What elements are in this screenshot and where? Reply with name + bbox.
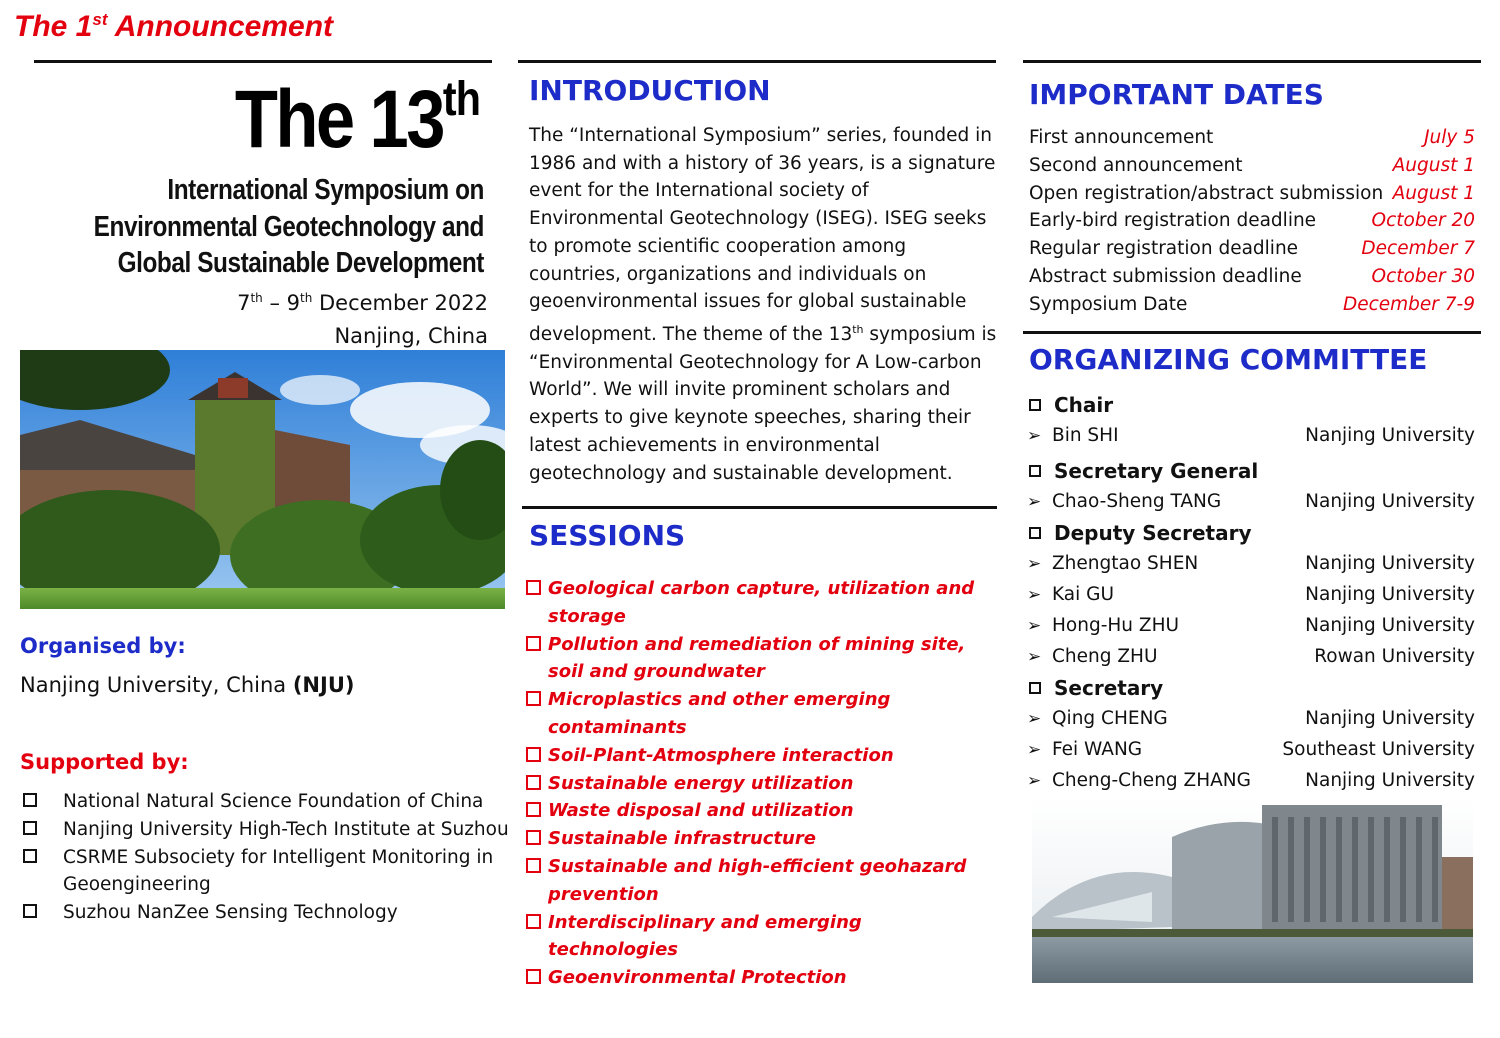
sessions-rule [522,506,997,509]
date-row: Second announcement August 1 [1029,154,1475,176]
checkbox-bullet-icon [1029,399,1041,411]
organised-by-heading: Organised by: [20,634,186,658]
committee-member: ➢ Cheng ZHU Rowan University [1027,646,1475,667]
arrow-bullet-icon: ➢ [1027,646,1042,667]
announcement-title: The 1st Announcement [14,10,334,43]
arrow-bullet-icon: ➢ [1027,584,1042,605]
date-row: Regular registration deadline December 7 [1029,238,1475,260]
committee-group-chair: Chair [1027,389,1475,420]
committee-rule [1023,331,1481,334]
arrow-bullet-icon: ➢ [1027,615,1042,636]
supporter-list [20,788,510,927]
committee-member: ➢ Kai GU Nanjing University [1027,584,1475,605]
modern-building-photo [1032,797,1473,983]
checkbox-bullet-icon [526,636,541,651]
session-item: Microplastics and other emerging contaminants [524,686,994,742]
session-item: Geological carbon capture, utilization and storage [524,575,994,631]
checkbox-bullet-icon [526,747,541,762]
session-item: Sustainable and high-efficient geohazard prevention [524,853,994,909]
session-item: Geoenvironmental Protection [524,964,994,992]
checkbox-bullet-icon [526,914,541,929]
organizing-committee-heading: ORGANIZING COMMITTEE [1029,343,1428,376]
committee-member: ➢ Chao-Sheng TANG Nanjing University [1027,491,1475,512]
column1-top-rule [34,60,492,63]
committee-list [1027,389,1475,796]
list-item: CSRME Subsociety for Intelligent Monitoring in Geoengineering [20,844,510,900]
arrow-bullet-icon: ➢ [1027,553,1042,574]
committee-member: ➢ Zhengtao SHEN Nanjing University [1027,553,1475,574]
date-row: Early-bird registration deadline October 20 [1029,210,1475,232]
checkbox-bullet-icon [23,849,37,863]
date-row: Abstract submission deadline October 30 [1029,265,1475,287]
committee-member: ➢ Cheng-Cheng ZHANG Nanjing University [1027,770,1475,791]
event-dates: 7th – 9th December 2022 [237,291,488,315]
checkbox-bullet-icon [526,580,541,595]
committee-member: ➢ Fei WANG Southeast University [1027,739,1475,760]
checkbox-bullet-icon [526,802,541,817]
committee-member: ➢ Qing CHENG Nanjing University [1027,708,1475,729]
session-item: Pollution and remediation of mining site, soil and groundwater [524,631,994,687]
committee-group-secretary: Secretary [1027,672,1475,703]
sessions-heading: SESSIONS [529,519,686,552]
session-item: Interdisciplinary and emerging technologies [524,909,994,965]
checkbox-bullet-icon [1029,682,1041,694]
date-row: First announcement July 5 [1029,127,1475,148]
list-item: Suzhou NanZee Sensing Technology [20,899,510,927]
sessions-list [524,575,994,992]
important-dates-heading: IMPORTANT DATES [1029,78,1324,111]
arrow-bullet-icon: ➢ [1027,739,1042,760]
introduction-heading: INTRODUCTION [529,74,771,107]
event-location: Nanjing, China [334,324,488,348]
arrow-bullet-icon: ➢ [1027,770,1042,791]
checkbox-bullet-icon [526,858,541,873]
session-item: Sustainable infrastructure [524,825,994,853]
arrow-bullet-icon: ➢ [1027,491,1042,512]
date-row: Open registration/abstract submission August 1 [1029,182,1475,204]
supported-by-heading: Supported by: [20,750,189,774]
committee-group-secretary-general: Secretary General [1027,455,1475,486]
list-item: National Natural Science Foundation of China [20,788,510,816]
arrow-bullet-icon: ➢ [1027,425,1042,446]
checkbox-bullet-icon [526,775,541,790]
organiser-name: Nanjing University, China (NJU) [20,673,355,697]
list-item: Nanjing University High-Tech Institute at Suzhou [20,816,510,844]
important-dates-table [1029,124,1475,319]
column3-top-rule [1023,60,1481,63]
checkbox-bullet-icon [1029,465,1041,477]
session-item: Waste disposal and utilization [524,797,994,825]
checkbox-bullet-icon [526,830,541,845]
checkbox-bullet-icon [1029,527,1041,539]
checkbox-bullet-icon [23,793,37,807]
campus-building-photo [20,350,505,609]
column2-top-rule [518,60,996,63]
arrow-bullet-icon: ➢ [1027,708,1042,729]
introduction-text: The “International Symposium” series, founded in 1986 and with a history of 36 years, is a signature event for the International society of Environmental Geotechnology (ISEG). ISEG seeks to promote scientific cooperation among countries, organizations and individuals on geoenvironmental issues for global sustainable development. The theme of the 13th symposium is “Environmental Geotechnology for A Low-carbon World”. We will invite prominent scholars and experts to give keynote speeches, sharing their latest achievements in environmental geotechnology and sustainable development. [529,125,997,484]
date-row: Symposium Date December 7-9 [1029,293,1475,315]
symposium-name: International Symposium on Environmental Geotechnology and Global Sustainable Development [93,174,485,279]
checkbox-bullet-icon [23,904,37,918]
committee-member: ➢ Bin SHI Nanjing University [1027,425,1475,446]
checkbox-bullet-icon [526,691,541,706]
session-item: Soil-Plant-Atmosphere interaction [524,742,994,770]
checkbox-bullet-icon [23,821,37,835]
committee-group-deputy-secretary: Deputy Secretary [1027,517,1475,548]
checkbox-bullet-icon [526,969,541,984]
session-item: Sustainable energy utilization [524,770,994,798]
committee-member: ➢ Hong-Hu ZHU Nanjing University [1027,615,1475,636]
symposium-number-title: The 13th [234,73,480,165]
event-date-location [237,282,488,353]
